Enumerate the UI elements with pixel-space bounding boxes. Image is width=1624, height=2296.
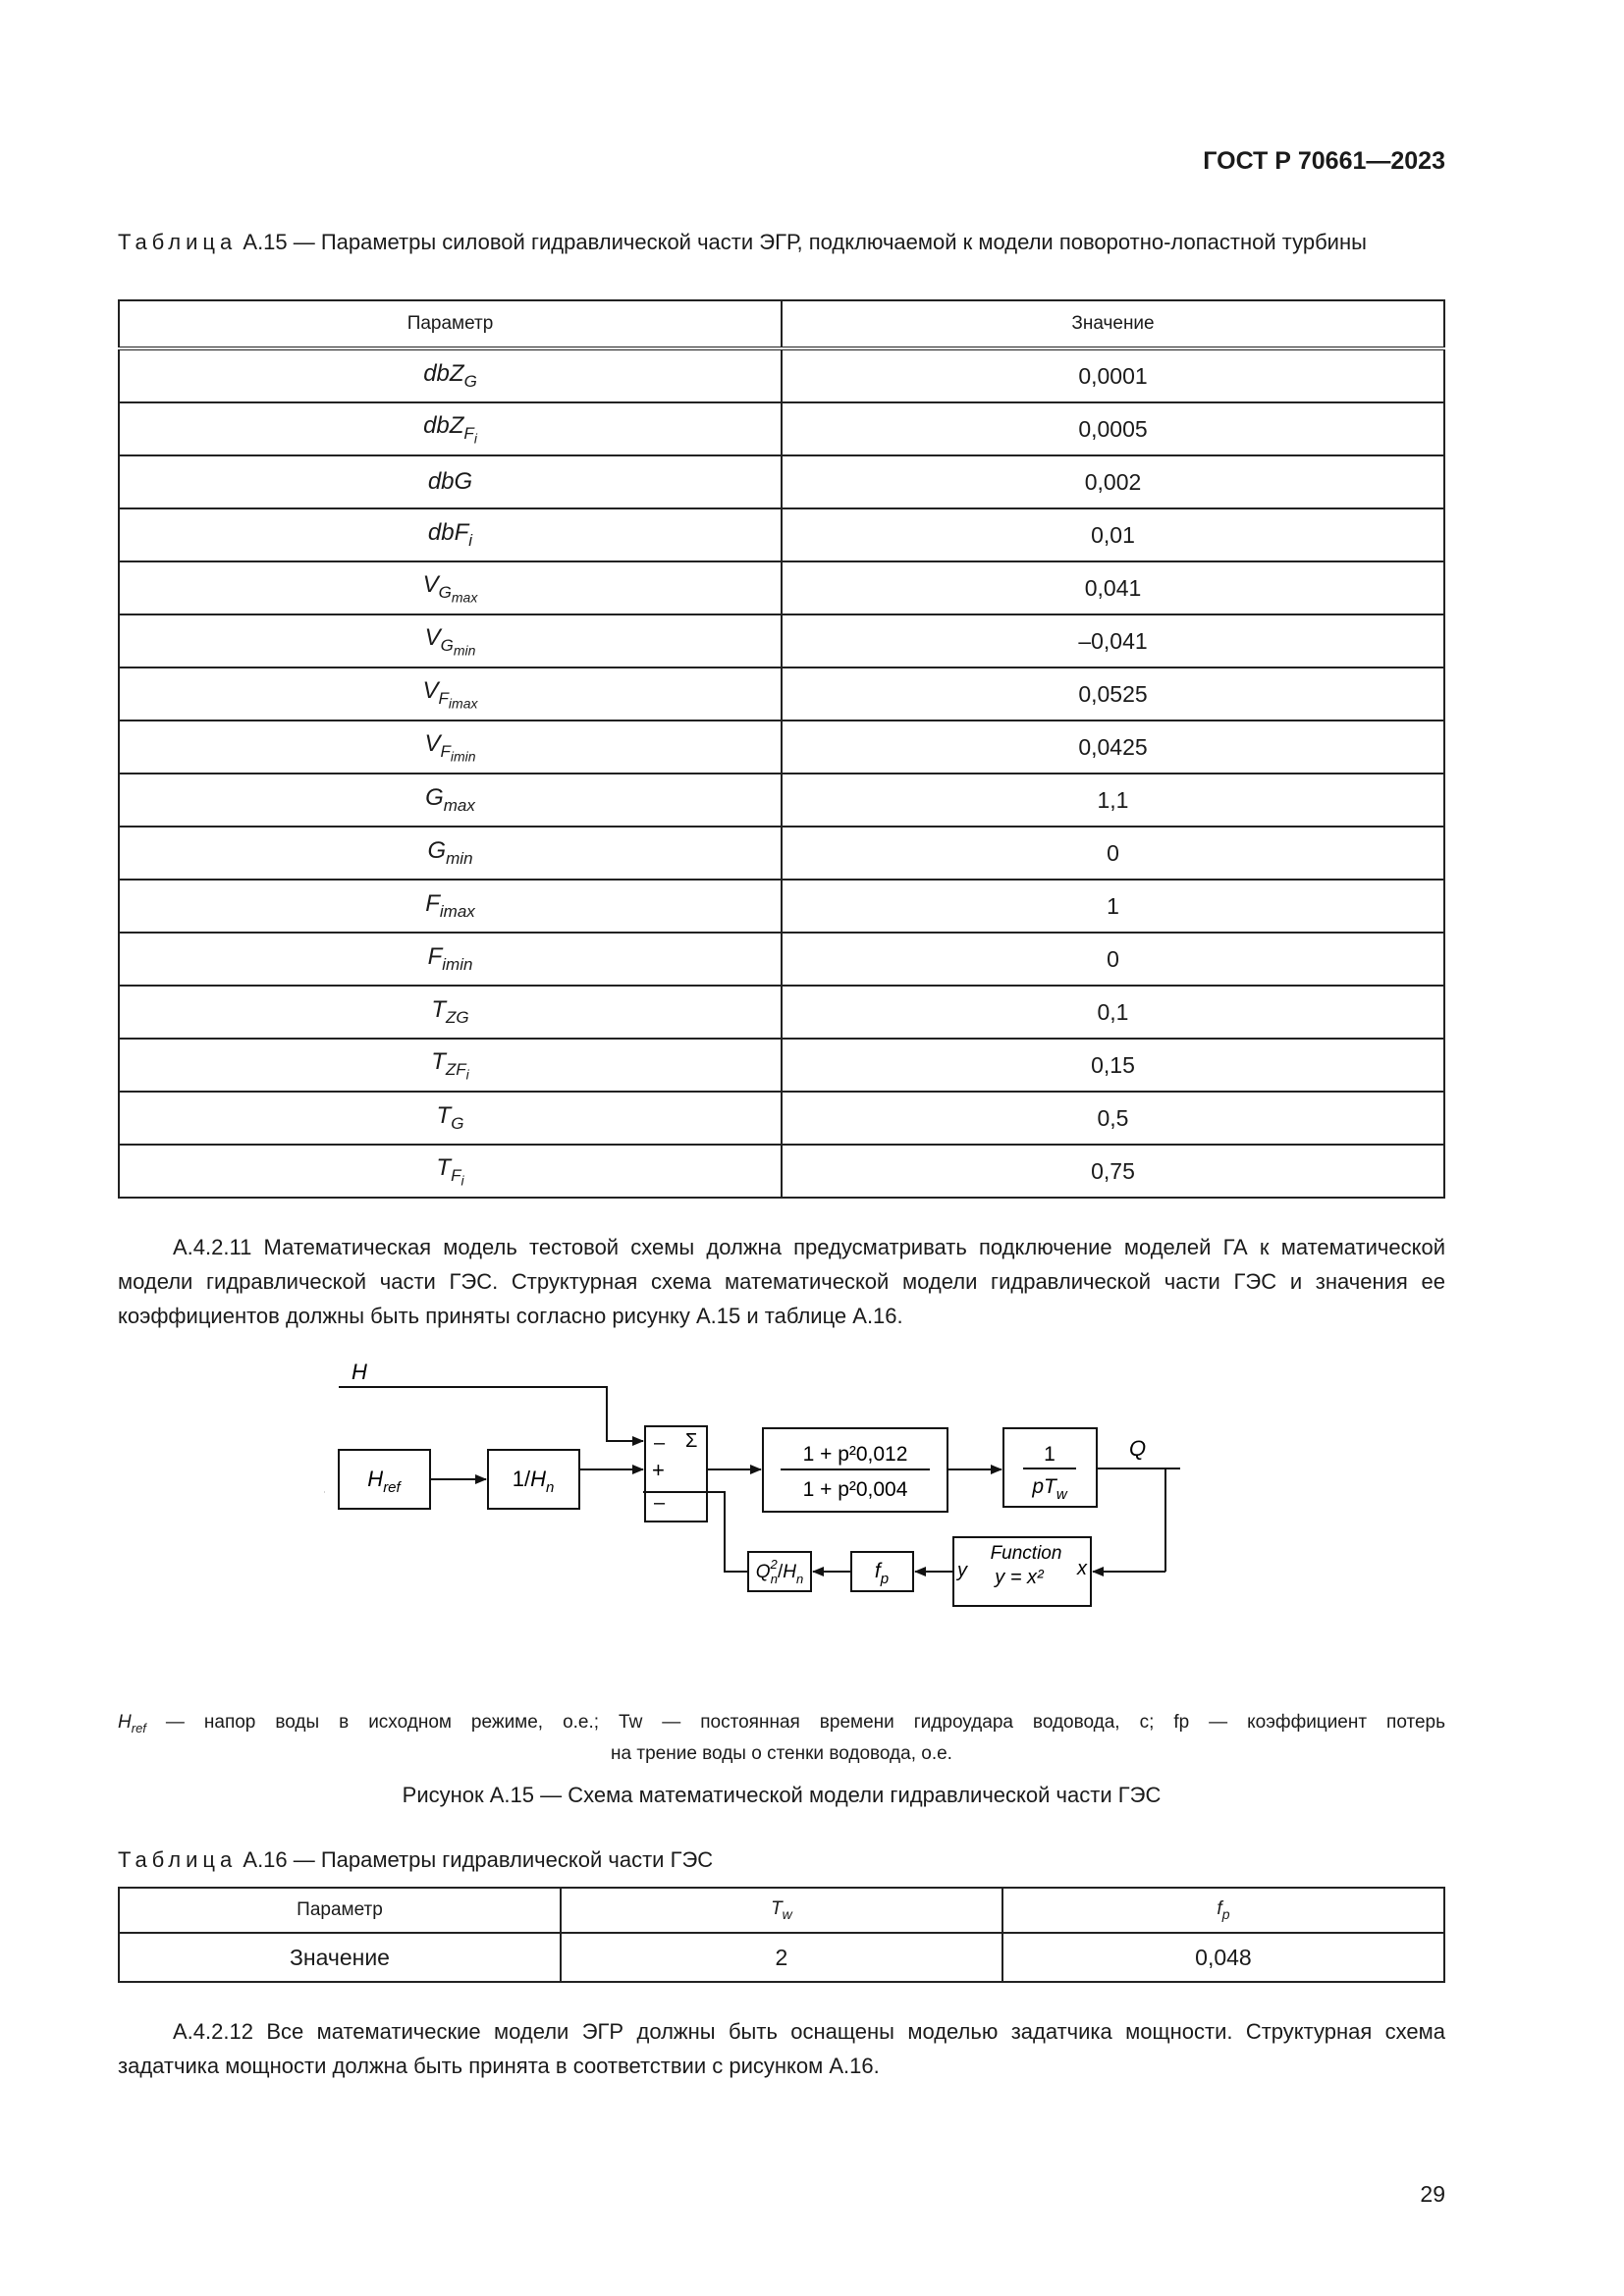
table-header-row bbox=[119, 300, 1444, 348]
figure-legend bbox=[118, 1710, 1445, 1767]
param-cell: $T_{F_i}$ bbox=[119, 1145, 782, 1198]
figure-caption: Рисунок А.15 — Схема математической модели гидравлической части ГЭС bbox=[402, 1783, 1162, 1807]
table-a15 bbox=[118, 299, 1445, 1199]
table-row bbox=[119, 1933, 1444, 1982]
value-cell: 0,5 bbox=[782, 1092, 1444, 1145]
table-row bbox=[119, 721, 1444, 774]
value-cell: 0,15 bbox=[782, 1039, 1444, 1092]
cell-tw-value: 2 bbox=[561, 1933, 1002, 1982]
param-cell: $T_{ZF_i}$ bbox=[119, 1039, 782, 1092]
value-cell: –0,041 bbox=[782, 614, 1444, 667]
sum-sign-top: – bbox=[654, 1432, 666, 1454]
table-row bbox=[119, 455, 1444, 508]
column-header-fp: $f_p$ bbox=[1002, 1888, 1444, 1933]
value-cell: 0,0425 bbox=[782, 721, 1444, 774]
sum-sign-bot: – bbox=[654, 1492, 666, 1514]
table-row bbox=[119, 614, 1444, 667]
param-cell: $V_{G_{min}}$ bbox=[119, 614, 782, 667]
value-cell: 0,75 bbox=[782, 1145, 1444, 1198]
h-input-label: H bbox=[352, 1360, 367, 1384]
table-a16-title: А.16 — Параметры гидравлической части ГЭС bbox=[243, 1847, 714, 1872]
value-cell: 0,1 bbox=[782, 986, 1444, 1039]
param-cell: $T_G$ bbox=[119, 1092, 782, 1145]
table-row bbox=[119, 348, 1444, 402]
paragraph-a4-2-11 bbox=[118, 1230, 1445, 1333]
table-a16-caption bbox=[118, 1845, 1445, 1874]
h-input-line bbox=[339, 1387, 643, 1441]
value-cell: 1 bbox=[782, 880, 1444, 933]
param-cell: $G_{min}$ bbox=[119, 827, 782, 880]
paragraph-text: А.4.2.11 Математическая модель тестовой схемы должна предусматривать подключение моделей ГА к математической модели гидравлической части ГЭС. Структурная схема математической модели гидравлической части ГЭС и значения ее коэффициентов должны быть приняты согласно рисунку А.15 и таблице А.16. bbox=[118, 1235, 1445, 1328]
row-label: Значение bbox=[119, 1933, 561, 1982]
value-cell: 0,041 bbox=[782, 561, 1444, 614]
legend-line-1: $H_{ref}$ — напор воды в исходном режиме, о.е.; Tw — постоянная времени гидроудара водовода, с; fp — коэффициент потерь bbox=[118, 1712, 1446, 1735]
paragraph-text: А.4.2.12 Все математические модели ЭГР должны быть оснащены моделью задатчика мощности. Структурная схема задатчика мощности должна быть принята в соответствии с рисунком А.16. bbox=[118, 2019, 1445, 2078]
param-cell: dbZ$_{F_i}$ bbox=[119, 402, 782, 455]
table-row bbox=[119, 402, 1444, 455]
table-label: Таблица bbox=[118, 230, 238, 254]
table-header-row bbox=[119, 1888, 1444, 1933]
param-cell: $T_{ZG}$ bbox=[119, 986, 782, 1039]
function-equation: y = x² bbox=[995, 1567, 1044, 1588]
table-row bbox=[119, 1092, 1444, 1145]
param-cell: $F_{imax}$ bbox=[119, 880, 782, 933]
table-a16 bbox=[118, 1887, 1445, 1983]
tf-numerator: 1 + p²0,012 bbox=[802, 1443, 908, 1466]
value-cell: 0 bbox=[782, 827, 1444, 880]
page-number: 29 bbox=[1420, 2181, 1445, 2207]
function-title: Function bbox=[990, 1543, 1062, 1564]
param-cell: $V_{F_{imax}}$ bbox=[119, 667, 782, 721]
table-row bbox=[119, 561, 1444, 614]
value-cell: 0,0005 bbox=[782, 402, 1444, 455]
value-cell: 0,002 bbox=[782, 455, 1444, 508]
param-cell: dbF$_i$ bbox=[119, 508, 782, 561]
function-input-x: x bbox=[1077, 1558, 1087, 1579]
paragraph-a4-2-12 bbox=[118, 2014, 1445, 2083]
table-a15-title: А.15 — Параметры силовой гидравлической части ЭГР, подключаемой к модели поворотно-лопастной турбины bbox=[243, 230, 1367, 254]
legend-line-2: на трение воды о стенки водовода, о.е. bbox=[611, 1742, 952, 1764]
param-cell: $V_{F_{imin}}$ bbox=[119, 721, 782, 774]
qn-hn-label: $Q^2$ $n/H_n$ bbox=[755, 1557, 804, 1586]
value-cell: 1,1 bbox=[782, 774, 1444, 827]
param-cell: $G_{max}$ bbox=[119, 774, 782, 827]
int-numerator: 1 bbox=[1044, 1443, 1056, 1466]
tf-denominator: 1 + p²0,004 bbox=[802, 1478, 908, 1501]
column-header-value: Значение bbox=[782, 300, 1444, 348]
value-cell: 0,01 bbox=[782, 508, 1444, 561]
table-row bbox=[119, 774, 1444, 827]
table-row bbox=[119, 508, 1444, 561]
value-cell: 0,0525 bbox=[782, 667, 1444, 721]
block-diagram-figure-a15 bbox=[324, 1355, 1188, 1698]
int-denominator: $pT_w$ bbox=[1032, 1475, 1067, 1503]
table-row bbox=[119, 827, 1444, 880]
document-header: ГОСТ Р 70661—2023 bbox=[1203, 147, 1445, 175]
value-cell: 0,0001 bbox=[782, 348, 1444, 402]
sum-sign-mid: + bbox=[652, 1458, 665, 1482]
table-row bbox=[119, 1039, 1444, 1092]
param-cell: dbG bbox=[119, 455, 782, 508]
table-label: Таблица bbox=[118, 1847, 238, 1872]
column-header-param: Параметр bbox=[119, 1888, 561, 1933]
output-q-label: Q bbox=[1129, 1436, 1147, 1461]
href-label: $H_{ref}$ bbox=[367, 1467, 401, 1496]
value-cell: 0 bbox=[782, 933, 1444, 986]
table-row bbox=[119, 880, 1444, 933]
table-row bbox=[119, 1145, 1444, 1198]
param-cell: $V_{G_{max}}$ bbox=[119, 561, 782, 614]
table-row bbox=[119, 667, 1444, 721]
inv-hn-label: $1/H_n$ bbox=[512, 1467, 555, 1496]
function-output-y: y bbox=[957, 1560, 967, 1581]
column-header-tw: $T_w$ bbox=[561, 1888, 1002, 1933]
param-cell: dbZ$_G$ bbox=[119, 348, 782, 402]
table-row bbox=[119, 933, 1444, 986]
table-a15-caption bbox=[118, 228, 1445, 256]
column-header-param: Параметр bbox=[119, 300, 782, 348]
param-cell: $F_{imin}$ bbox=[119, 933, 782, 986]
fp-label: $f_p$ bbox=[874, 1560, 890, 1587]
table-row bbox=[119, 986, 1444, 1039]
cell-fp-value: 0,048 bbox=[1002, 1933, 1444, 1982]
sum-symbol: Σ bbox=[685, 1430, 698, 1452]
